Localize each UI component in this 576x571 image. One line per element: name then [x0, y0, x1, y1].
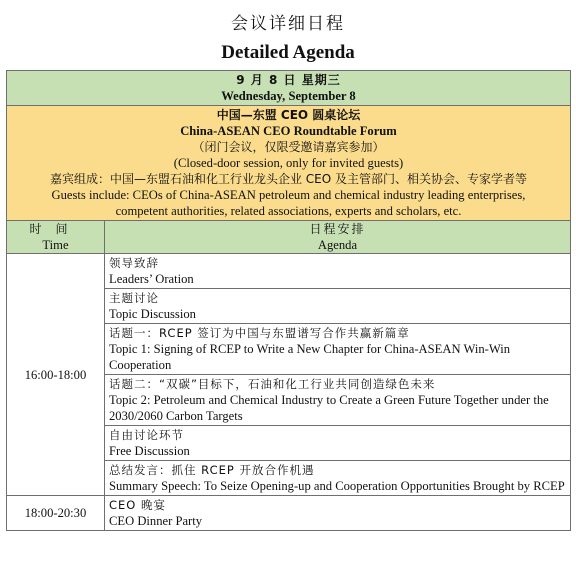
date-en: Wednesday, September 8 — [221, 89, 356, 103]
agenda-item-dinner — [105, 496, 571, 531]
item-en: Leaders’ Oration — [109, 272, 194, 286]
date-zh: 9 月 8 日 星期三 — [236, 73, 341, 87]
item-en: CEO Dinner Party — [109, 514, 203, 528]
guests-en-line-2: competent authorities, related associations, experts and scholars, etc. — [115, 204, 462, 218]
agenda-item-leaders-oration — [105, 254, 571, 289]
item-zh: 话题一：RCEP 签订为中国与东盟谱写合作共赢新篇章 — [109, 326, 410, 340]
agenda-row — [7, 496, 571, 531]
item-en: Topic Discussion — [109, 307, 196, 321]
item-zh: CEO 晚宴 — [109, 498, 167, 512]
date-header — [7, 71, 571, 106]
agenda-item-topic-2 — [105, 375, 571, 426]
time-column-header — [7, 221, 105, 254]
item-zh: 自由讨论环节 — [109, 428, 184, 442]
item-zh: 话题二：“双碳”目标下，石油和化工行业共同创造绿色未来 — [109, 377, 436, 391]
time-header-zh: 时间 — [29, 222, 82, 236]
item-zh: 主题讨论 — [109, 291, 159, 305]
agenda-header-en: Agenda — [317, 238, 358, 252]
agenda-item-summary-speech — [105, 461, 571, 496]
time-slot-1: 16:00-18:00 — [7, 254, 105, 496]
agenda-table — [6, 70, 571, 531]
agenda-item-topic-discussion — [105, 289, 571, 324]
forum-note-en: (Closed-door session, only for invited guests) — [173, 156, 404, 170]
forum-header — [7, 106, 571, 221]
item-zh: 领导致辞 — [109, 256, 159, 270]
time-header-en: Time — [42, 238, 69, 252]
agenda-item-topic-1 — [105, 324, 571, 375]
time-slot-2: 18:00-20:30 — [7, 496, 105, 531]
forum-note-zh: （闭门会议，仅限受邀请嘉宾参加） — [192, 140, 385, 154]
forum-row — [7, 106, 571, 221]
guests-en-line-1: Guests include: CEOs of China-ASEAN petroleum and chemical industry leading enterprises, — [51, 188, 526, 202]
agenda-column-header — [105, 221, 571, 254]
forum-name-zh: 中国—东盟 CEO 圆桌论坛 — [216, 108, 361, 122]
agenda-row — [7, 254, 571, 289]
item-en: Topic 1: Signing of RCEP to Write a New Chapter for China-ASEAN Win-Win Cooperation — [109, 342, 511, 372]
page-title-zh: 会议详细日程 — [231, 14, 345, 34]
item-en: Summary Speech: To Seize Opening-up and Cooperation Opportunities Brought by RCEP — [109, 479, 565, 493]
agenda-item-free-discussion — [105, 426, 571, 461]
forum-name-en: China-ASEAN CEO Roundtable Forum — [180, 124, 397, 138]
guests-zh: 嘉宾组成：中国—东盟石油和化工行业龙头企业 CEO 及主管部门、相关协会、专家学者等 — [49, 172, 528, 186]
column-header-row — [7, 221, 571, 254]
agenda-header-zh: 日程安排 — [309, 222, 366, 236]
item-en: Free Discussion — [109, 444, 190, 458]
date-row — [7, 71, 571, 106]
page-title-en: Detailed Agenda — [221, 42, 355, 63]
item-en: Topic 2: Petroleum and Chemical Industry to Create a Green Future Together under the 2030/2060 Carbon Targets — [109, 393, 549, 423]
item-zh: 总结发言：抓住 RCEP 开放合作机遇 — [109, 463, 315, 477]
